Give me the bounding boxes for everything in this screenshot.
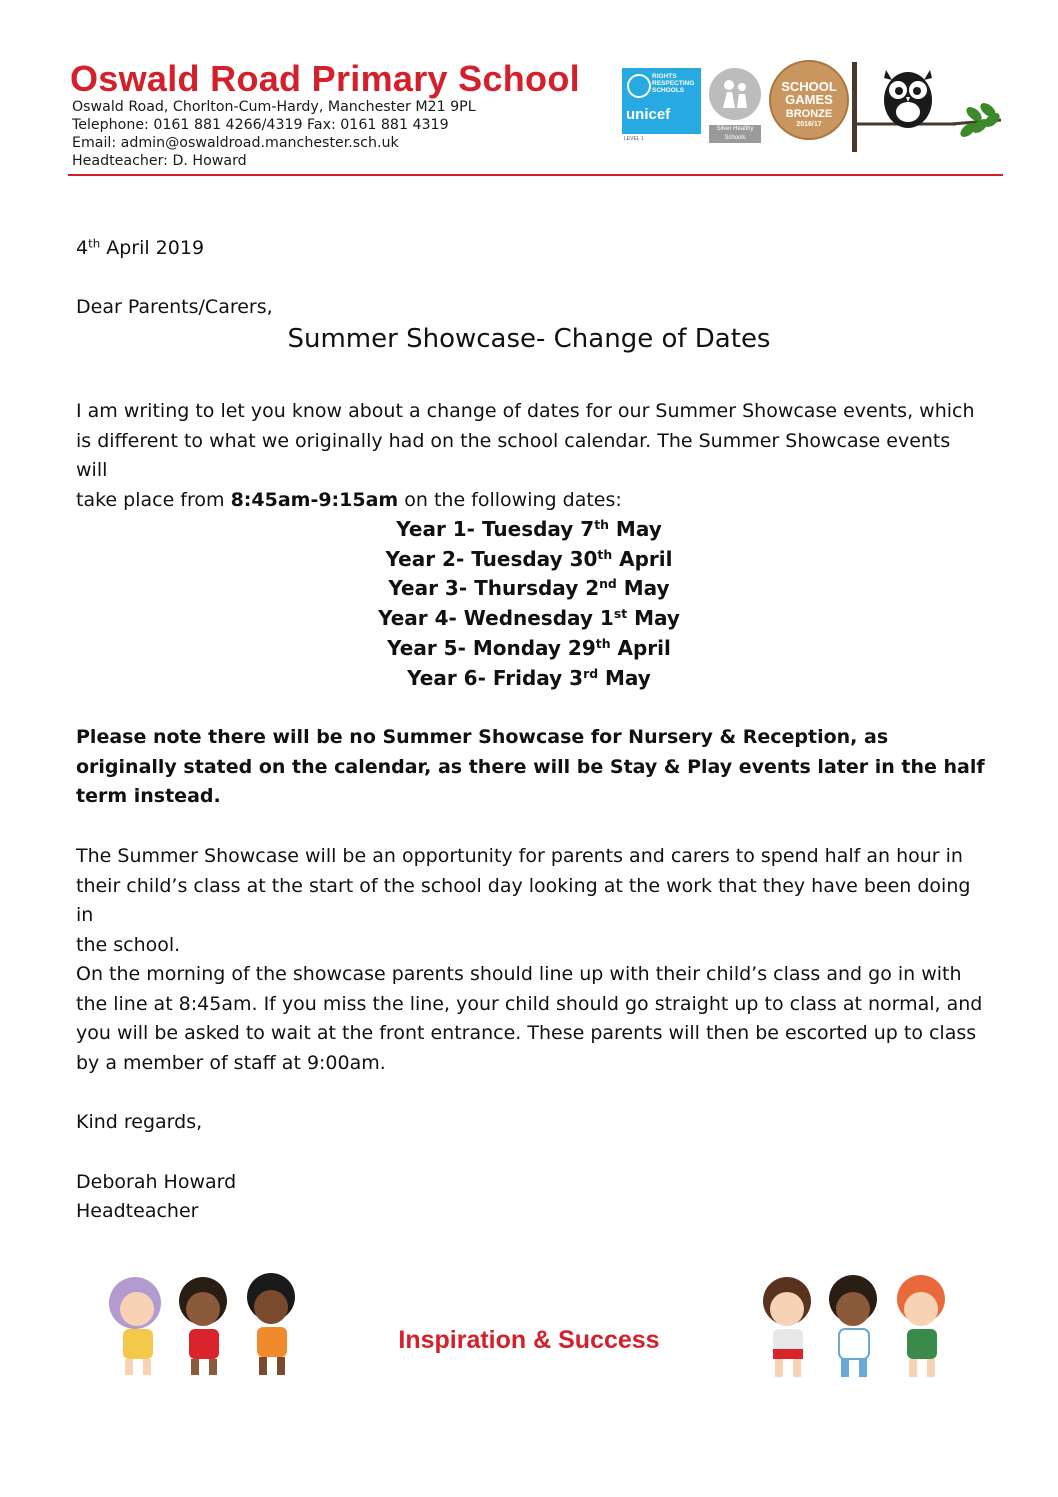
signer-name: Deborah Howard xyxy=(76,1171,237,1193)
letterhead-divider xyxy=(68,174,1003,176)
letter-date: 4th April 2019 xyxy=(76,236,205,259)
unicef-badge-word: unicef xyxy=(626,106,671,123)
date-item: Year 5- Monday 29th April xyxy=(387,635,671,660)
family-icon xyxy=(709,68,761,120)
healthy-schools-badge xyxy=(709,68,761,120)
school-address: Oswald Road, Chorlton-Cum-Hardy, Manchester M21 9PL xyxy=(72,99,476,115)
owl-on-branch-logo xyxy=(856,62,1008,154)
children-illustration-left xyxy=(95,1265,315,1385)
salutation: Dear Parents/Carers, xyxy=(76,296,273,318)
unicef-rights-respecting-badge xyxy=(622,68,701,134)
arrangements-paragraph: On the morning of the showcase parents should line up with their child’s class and go in with the line at 8:45am. If you miss the line, your child should go straight up to class at normal, and you will be asked to wait at the front entrance. These parents will then be escorted up to class by a member of staff at 9:00am. xyxy=(76,963,983,1075)
school-headteacher: Headteacher: D. Howard xyxy=(72,153,247,169)
school-telephone: Telephone: 0161 881 4266/4319 Fax: 0161 881 4319 xyxy=(72,117,449,133)
date-item: Year 3- Thursday 2nd May xyxy=(388,576,670,601)
date-item: Year 4- Wednesday 1st May xyxy=(378,606,680,631)
signer-title: Headteacher xyxy=(76,1200,199,1222)
unicef-badge-level: LEVEL 1 xyxy=(624,136,644,142)
school-motto: Inspiration & Success xyxy=(398,1326,660,1354)
children-illustration-right xyxy=(745,1265,970,1390)
closing: Kind regards, xyxy=(76,1111,203,1133)
date-item: Year 6- Friday 3rd May xyxy=(407,665,651,690)
date-item: Year 2- Tuesday 30th April xyxy=(385,546,673,571)
school-games-title: SCHOOL GAMES xyxy=(781,79,837,107)
showcase-dates-list xyxy=(0,515,1058,693)
globe-icon xyxy=(627,74,651,98)
letter-title: Summer Showcase- Change of Dates xyxy=(287,324,771,354)
school-games-level: BRONZE xyxy=(785,108,833,120)
unicef-badge-header: RIGHTS RESPECTING SCHOOLS xyxy=(652,73,695,94)
opportunity-paragraph: The Summer Showcase will be an opportunity for parents and carers to spend half an hour in their child’s class at the start of the school day looking at the work that they have been doing in the school. xyxy=(76,845,971,957)
healthy-schools-caption: Silver Healthy Schools xyxy=(709,125,761,143)
school-email: Email: admin@oswaldroad.manchester.sch.uk xyxy=(72,135,399,151)
intro-paragraph: I am writing to let you know about a change of dates for our Summer Showcase events, which is different to what we originally had on the school calendar. The Summer Showcase events will take place from 8:45am-9:15am on the following dates: xyxy=(76,400,975,512)
school-name: Oswald Road Primary School xyxy=(70,58,580,99)
school-games-bronze-badge xyxy=(769,60,849,140)
school-games-year: 2016/17 xyxy=(796,121,822,128)
nursery-reception-note: Please note there will be no Summer Showcase for Nursery & Reception, as originally stated on the calendar, as there will be Stay & Play events later in the half term instead. xyxy=(76,726,985,808)
date-item: Year 1- Tuesday 7th May xyxy=(396,517,662,541)
